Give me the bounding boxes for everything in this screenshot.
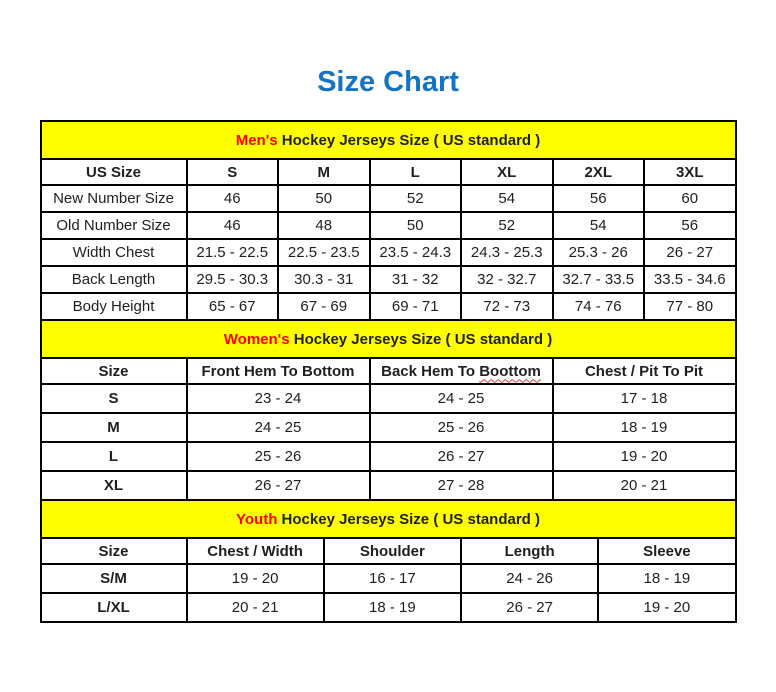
- youth-cell: 19 - 20: [598, 593, 735, 622]
- mens-row-label: Back Length: [41, 266, 187, 293]
- mens-cell: 33.5 - 34.6: [644, 266, 736, 293]
- mens-cell: 26 - 27: [644, 239, 736, 266]
- mens-row-label: Body Height: [41, 293, 187, 320]
- mens-table: [40, 120, 737, 321]
- mens-column-header: M: [278, 159, 370, 185]
- youth-cell: 26 - 27: [461, 593, 598, 622]
- womens-cell: 19 - 20: [553, 442, 736, 471]
- mens-cell: 54: [461, 185, 553, 212]
- youth-cell: 18 - 19: [324, 593, 461, 622]
- youth-cell: 24 - 26: [461, 564, 598, 593]
- mens-cell: 67 - 69: [278, 293, 370, 320]
- youth-table: [40, 499, 737, 623]
- mens-column-header: XL: [461, 159, 553, 185]
- mens-cell: 32.7 - 33.5: [553, 266, 645, 293]
- mens-cell: 46: [187, 212, 279, 239]
- mens-cell: 52: [370, 185, 462, 212]
- mens-column-header: 3XL: [644, 159, 736, 185]
- youth-row-label: S/M: [41, 564, 187, 593]
- mens-row: [41, 212, 736, 239]
- mens-cell: 54: [553, 212, 645, 239]
- youth-section-banner: Youth Hockey Jerseys Size ( US standard ): [41, 500, 736, 538]
- womens-cell: 25 - 26: [187, 442, 370, 471]
- mens-row: [41, 185, 736, 212]
- womens-row: [41, 413, 736, 442]
- youth-row-label: L/XL: [41, 593, 187, 622]
- mens-cell: 60: [644, 185, 736, 212]
- mens-column-header: 2XL: [553, 159, 645, 185]
- mens-size-table: [40, 120, 737, 321]
- mens-column-header: L: [370, 159, 462, 185]
- womens-cell: 27 - 28: [370, 471, 553, 500]
- womens-section-banner: Women's Hockey Jerseys Size ( US standard ): [41, 320, 736, 358]
- youth-size-table: [40, 499, 737, 623]
- mens-cell: 21.5 - 22.5: [187, 239, 279, 266]
- womens-column-header: Chest / Pit To Pit: [553, 358, 736, 384]
- mens-row-label: Old Number Size: [41, 212, 187, 239]
- mens-cell: 56: [553, 185, 645, 212]
- womens-row-label: XL: [41, 471, 187, 500]
- womens-cell: 26 - 27: [370, 442, 553, 471]
- womens-row-label: M: [41, 413, 187, 442]
- mens-cell: 29.5 - 30.3: [187, 266, 279, 293]
- mens-cell: 25.3 - 26: [553, 239, 645, 266]
- mens-row-label: New Number Size: [41, 185, 187, 212]
- womens-table: [40, 319, 737, 501]
- mens-row: [41, 293, 736, 320]
- mens-cell: 23.5 - 24.3: [370, 239, 462, 266]
- mens-cell: 65 - 67: [187, 293, 279, 320]
- youth-row: [41, 593, 736, 622]
- youth-row: [41, 564, 736, 593]
- page-title: Size Chart: [317, 66, 459, 98]
- mens-row: [41, 266, 736, 293]
- size-chart: [40, 120, 737, 623]
- mens-cell: 24.3 - 25.3: [461, 239, 553, 266]
- womens-row: [41, 384, 736, 413]
- mens-cell: 52: [461, 212, 553, 239]
- womens-row: [41, 471, 736, 500]
- mens-cell: 72 - 73: [461, 293, 553, 320]
- youth-column-header: Size: [41, 538, 187, 564]
- womens-cell: 24 - 25: [370, 384, 553, 413]
- youth-cell: 16 - 17: [324, 564, 461, 593]
- youth-cell: 20 - 21: [187, 593, 324, 622]
- mens-cell: 69 - 71: [370, 293, 462, 320]
- womens-size-table: [40, 319, 737, 501]
- youth-column-header: Chest / Width: [187, 538, 324, 564]
- womens-row-label: L: [41, 442, 187, 471]
- youth-cell: 18 - 19: [598, 564, 735, 593]
- mens-cell: 46: [187, 185, 279, 212]
- mens-cell: 48: [278, 212, 370, 239]
- womens-column-header: Back Hem To Boottom: [370, 358, 553, 384]
- womens-column-header: Size: [41, 358, 187, 384]
- mens-section-banner: Men's Hockey Jerseys Size ( US standard ): [41, 121, 736, 159]
- mens-banner-highlight: Men's: [235, 131, 278, 149]
- mens-cell: 22.5 - 23.5: [278, 239, 370, 266]
- youth-cell: 19 - 20: [187, 564, 324, 593]
- womens-cell: 24 - 25: [187, 413, 370, 442]
- youth-column-header: Length: [461, 538, 598, 564]
- mens-cell: 50: [370, 212, 462, 239]
- mens-cell: 77 - 80: [644, 293, 736, 320]
- mens-cell: 50: [278, 185, 370, 212]
- womens-cell: 18 - 19: [553, 413, 736, 442]
- mens-cell: 31 - 32: [370, 266, 462, 293]
- mens-cell: 74 - 76: [553, 293, 645, 320]
- womens-cell: 26 - 27: [187, 471, 370, 500]
- womens-cell: 20 - 21: [553, 471, 736, 500]
- youth-banner-highlight: Youth: [236, 510, 278, 528]
- mens-column-header: S: [187, 159, 279, 185]
- mens-row: [41, 239, 736, 266]
- womens-banner-highlight: Women's: [223, 330, 290, 348]
- womens-cell: 25 - 26: [370, 413, 553, 442]
- mens-cell: 56: [644, 212, 736, 239]
- mens-cell: 30.3 - 31: [278, 266, 370, 293]
- mens-row-label: Width Chest: [41, 239, 187, 266]
- womens-cell: 23 - 24: [187, 384, 370, 413]
- mens-column-header: US Size: [41, 159, 187, 185]
- youth-column-header: Sleeve: [598, 538, 735, 564]
- womens-column-header: Front Hem To Bottom: [187, 358, 370, 384]
- misspelled-word: Boottom: [479, 362, 541, 380]
- youth-column-header: Shoulder: [324, 538, 461, 564]
- womens-row: [41, 442, 736, 471]
- mens-cell: 32 - 32.7: [461, 266, 553, 293]
- womens-cell: 17 - 18: [553, 384, 736, 413]
- womens-row-label: S: [41, 384, 187, 413]
